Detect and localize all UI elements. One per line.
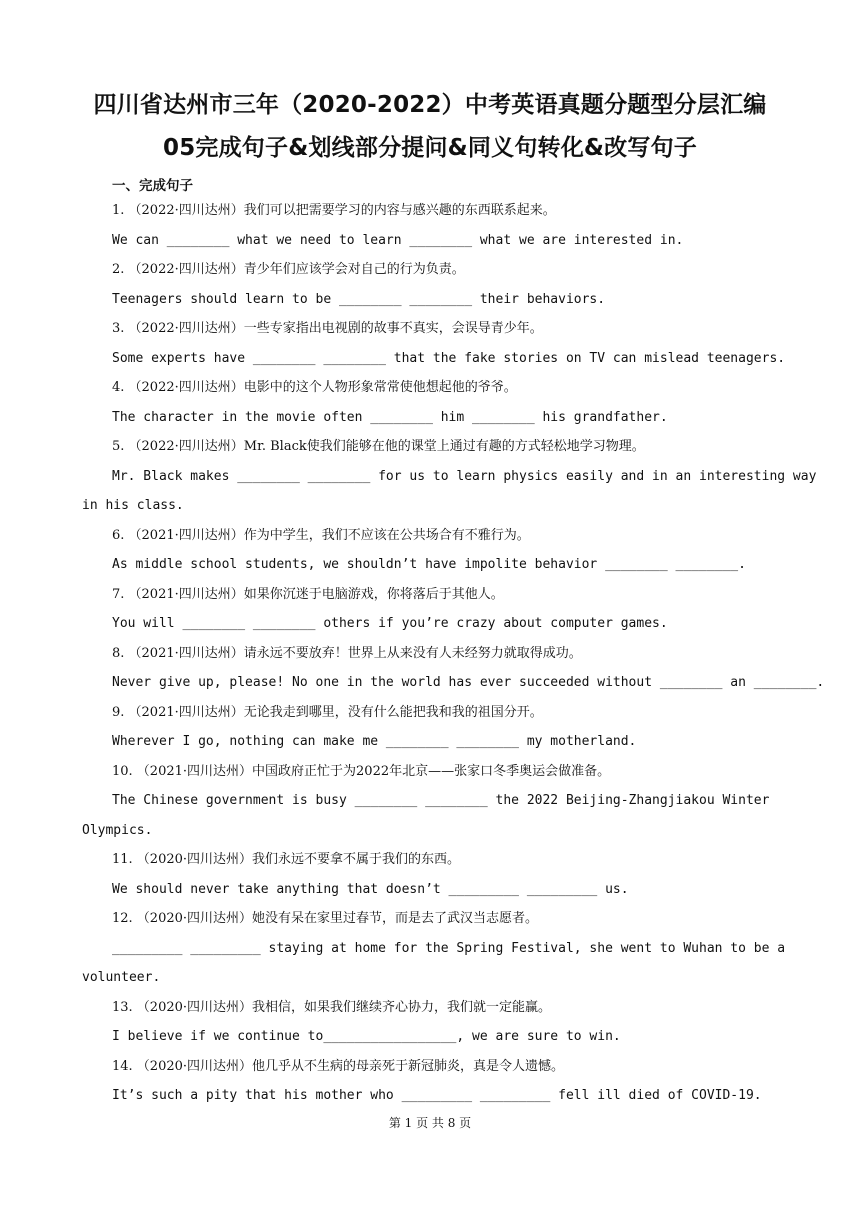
answer-sentence: The Chinese government is busy ________ ________ the 2022 Beijing-Zhangjiakou Winter: [112, 793, 770, 808]
answer-sentence: It’s such a pity that his mother who _________ _________ fell ill died of COVID-19.: [112, 1088, 762, 1103]
answer-sentence-continued: volunteer.: [82, 970, 161, 985]
question-prompt: 11. （2020·四川达州）我们永远不要拿不属于我们的东西。: [112, 852, 461, 867]
question-prompt: 6. （2021·四川达州）作为中学生，我们不应该在公共场合有不雅行为。: [112, 527, 530, 543]
question-prompt: 3. （2022·四川达州）一些专家指出电视剧的故事不真实，会误导青少年。: [112, 321, 543, 336]
question-prompt: 5. （2022·四川达州）Mr. Black使我们能够在他的课堂上通过有趣的方式轻松地学习物理。: [112, 439, 645, 454]
answer-sentence: You will ________ ________ others if you’re crazy about computer games.: [112, 616, 668, 631]
answer-sentence: Some experts have ________ ________ that the fake stories on TV can mislead teenagers.: [112, 350, 786, 366]
section-heading: 一、完成句子: [112, 178, 193, 194]
question-prompt: 9. （2021·四川达州）无论我走到哪里，没有什么能把我和我的祖国分开。: [112, 704, 543, 720]
question-prompt: 8. （2021·四川达州）请永远不要放弃！世界上从来没有人未经努力就取得成功。: [112, 645, 582, 661]
question-prompt: 10. （2021·四川达州）中国政府正忙于为2022年北京——张家口冬季奥运会做准备。: [112, 763, 611, 779]
question-prompt: 13. （2020·四川达州）我相信，如果我们继续齐心协力，我们就一定能赢。: [112, 999, 552, 1015]
question-prompt: 4. （2022·四川达州）电影中的这个人物形象常常使他想起他的爷爷。: [112, 380, 517, 395]
page-footer: 第 1 页 共 8 页: [388, 1116, 472, 1130]
question-prompt: 1. （2022·四川达州）我们可以把需要学习的内容与感兴趣的东西联系起来。: [112, 203, 556, 218]
answer-sentence: _________ _________ staying at home for the Spring Festival, she went to Wuhan to be a: [112, 940, 786, 956]
question-prompt: 2. （2022·四川达州）青少年们应该学会对自己的行为负责。: [112, 262, 465, 277]
answer-sentence-continued: Olympics.: [82, 822, 153, 838]
answer-sentence: Never give up, please! No one in the world has ever succeeded without ________ an ________.: [112, 675, 825, 690]
answer-sentence: Mr. Black makes ________ ________ for us to learn physics easily and in an interesting way: [112, 468, 817, 484]
question-prompt: 7. （2021·四川达州）如果你沉迷于电脑游戏，你将落后于其他人。: [112, 586, 504, 602]
question-prompt: 12. （2020·四川达州）她没有呆在家里过春节，而是去了武汉当志愿者。: [112, 911, 539, 926]
answer-sentence: The character in the movie often ________ him ________ his grandfather.: [112, 409, 668, 425]
answer-sentence: We can ________ what we need to learn ________ what we are interested in.: [112, 232, 684, 248]
document-subtitle: 05完成句子&划线部分提问&同义句转化&改写句子: [163, 135, 697, 161]
document-title: 四川省达州市三年（2020-2022）中考英语真题分题型分层汇编: [93, 92, 767, 118]
answer-sentence: Wherever I go, nothing can make me ________ ________ my motherland.: [112, 734, 637, 749]
answer-sentence: We should never take anything that doesn’t _________ _________ us.: [112, 881, 629, 897]
answer-sentence: As middle school students, we shouldn’t have impolite behavior ________ ________.: [112, 557, 746, 572]
answer-sentence: Teenagers should learn to be ________ ________ their behaviors.: [112, 291, 606, 307]
answer-sentence-continued: in his class.: [82, 498, 184, 513]
answer-sentence: I believe if we continue to_________________, we are sure to win.: [112, 1029, 621, 1044]
question-prompt: 14. （2020·四川达州）他几乎从不生病的母亲死于新冠肺炎，真是令人遗憾。: [112, 1058, 565, 1074]
